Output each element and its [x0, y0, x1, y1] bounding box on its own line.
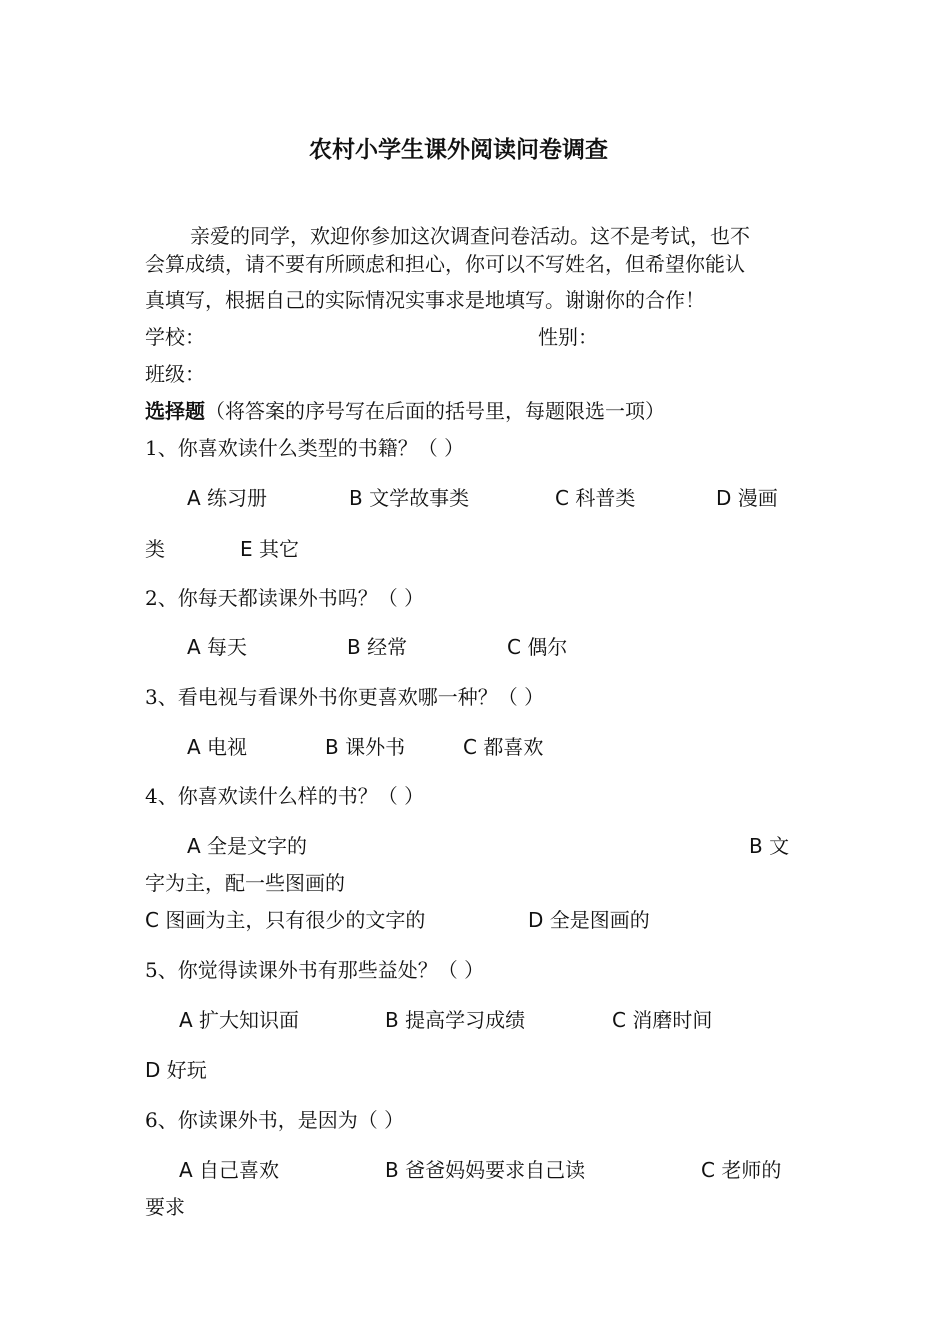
section-heading: 选择题	[145, 399, 205, 423]
question-6: 6、你读课外书，是因为（ ）	[145, 1108, 405, 1132]
q6-option-c-continued: 要求	[145, 1195, 185, 1219]
q4-option-d: D 全是图画的	[528, 908, 650, 932]
q4-option-b-continued: 字为主，配一些图画的	[145, 871, 345, 895]
q1-option-e: E 其它	[240, 537, 299, 561]
question-2: 2、你每天都读课外书吗？（ ）	[145, 586, 425, 610]
q3-option-b: B 课外书	[325, 735, 406, 759]
q6-option-c: C 老师的	[701, 1158, 782, 1182]
q6-option-b: B 爸爸妈妈要求自己读	[385, 1158, 586, 1182]
q5-option-c: C 消磨时间	[612, 1008, 713, 1032]
section-header	[145, 401, 665, 421]
q1-option-b: B 文学故事类	[349, 486, 470, 510]
q4-option-a: A 全是文字的	[187, 834, 308, 858]
intro-line-2: 会算成绩，请不要有所顾虑和担心，你可以不写姓名，但希望你能认	[145, 252, 745, 276]
q6-option-a: A 自己喜欢	[179, 1158, 280, 1182]
q1-option-a: A 练习册	[187, 486, 268, 510]
q5-option-d: D 好玩	[145, 1058, 207, 1082]
q1-option-d: D 漫画	[716, 486, 778, 510]
gender-field-label: 性别：	[538, 325, 598, 349]
document-title: 农村小学生课外阅读问卷调查	[309, 137, 608, 163]
question-1: 1、你喜欢读什么类型的书籍？（ ）	[145, 436, 465, 460]
q2-option-c: C 偶尔	[507, 635, 568, 659]
q3-option-a: A 电视	[187, 735, 248, 759]
q2-option-b: B 经常	[347, 635, 408, 659]
intro-line-3: 真填写，根据自己的实际情况实事求是地填写。谢谢你的合作！	[145, 288, 705, 312]
school-field-label: 学校：	[145, 325, 205, 349]
q1-option-d-continued: 类	[145, 537, 165, 561]
q2-option-a: A 每天	[187, 635, 248, 659]
question-3: 3、看电视与看课外书你更喜欢哪一种？（ ）	[145, 685, 545, 709]
section-instruction: （将答案的序号写在后面的括号里，每题限选一项）	[205, 399, 665, 423]
question-4: 4、你喜欢读什么样的书？（ ）	[145, 784, 425, 808]
class-field-label: 班级：	[145, 362, 205, 386]
q5-option-b: B 提高学习成绩	[385, 1008, 526, 1032]
q4-option-b: B 文	[749, 834, 790, 858]
q5-option-a: A 扩大知识面	[179, 1008, 300, 1032]
q3-option-c: C 都喜欢	[463, 735, 544, 759]
q1-option-c: C 科普类	[555, 486, 636, 510]
q4-option-c: C 图画为主，只有很少的文字的	[145, 908, 426, 932]
intro-line-1: 亲爱的同学，欢迎你参加这次调查问卷活动。这不是考试，也不	[190, 224, 750, 248]
question-5: 5、你觉得读课外书有那些益处？（ ）	[145, 958, 485, 982]
